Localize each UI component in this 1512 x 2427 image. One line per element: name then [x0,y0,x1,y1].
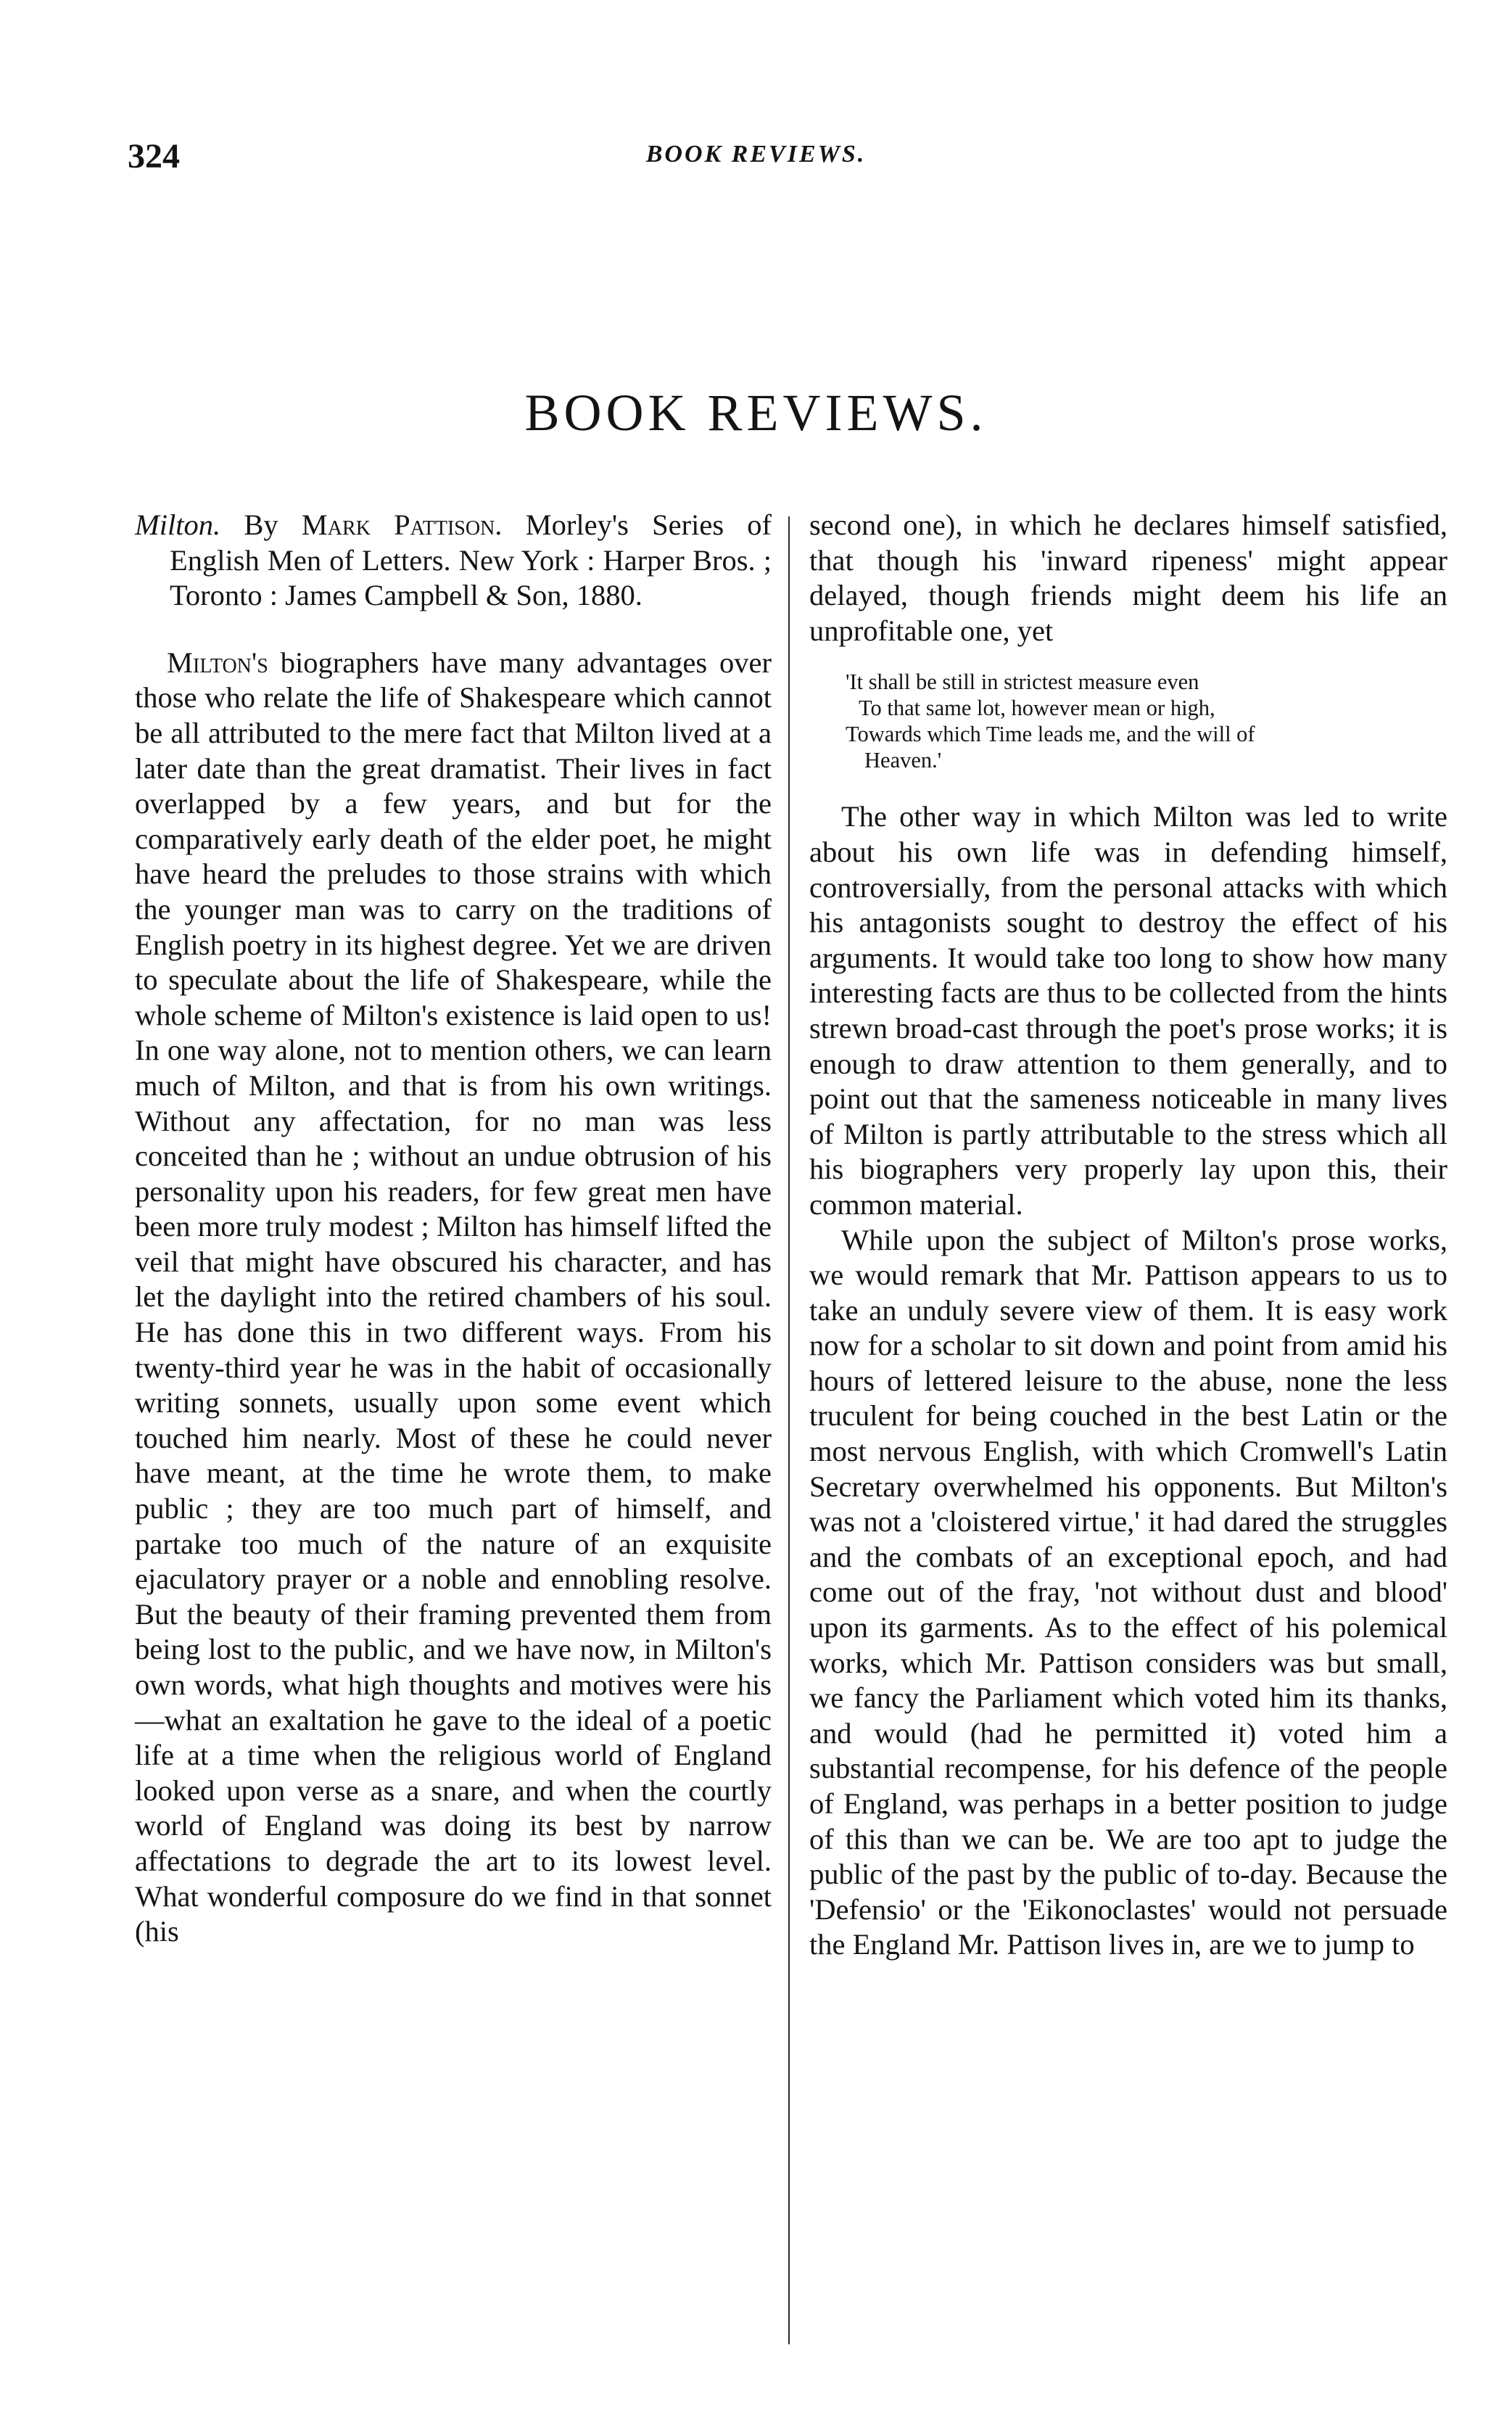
book-author: Mark Pattison. [301,508,503,541]
right-column [809,508,1447,1963]
book-title: Milton. [135,508,221,541]
sonnet-quotation [846,669,1447,773]
verse-line: To that same lot, however mean or high, [859,696,1215,721]
running-head [0,136,1512,187]
review-paragraph-1 [135,646,772,1950]
citation-details: Morley's Series of English Men of Letters. New York : Harper Bros. ; Toronto : James Campbell & Son, 1880. [170,508,772,612]
verse-line: Towards which Time leads me, and the will of [846,722,1255,747]
paragraph-1-text: biographers have many advantages over those who relate the life of Shakespeare which cannot be all attributed to the mere fact that Milton lived at a later date than the great dramatist. Their lives in fact overlapped by a few years, and but for the comparatively early death of the elder poet, he might have heard the preludes to those strains with which the younger man was to carry on the traditions of English poetry in its highest degree. Yet we are driven to speculate about the life of Shakespeare, while the whole scheme of Milton's existence is laid open to us! In one way alone, not to mention others, we can learn much of Milton, and that is from his own writings. Without any affectation, for no man was less conceited than he ; without an undue obtrusion of his personality upon his readers, for few great men have been more truly modest ; Milton has himself lifted the veil that might have obscured his character, and has let the daylight into the retired chambers of his soul. He has done this in two different ways. From his twenty-third year he was in the habit of occasionally writing sonnets, usually upon some event which touched him nearly. Most of these he could never have meant, at the time he wrote them, to make public ; they are too much part of himself, and partake too much of the nature of an exquisite ejaculatory prayer or a noble and ennobling resolve. But the beauty of their framing prevented them from being lost to the public, and we have now, in Milton's own words, what high thoughts and motives were his—what an exaltation he gave to the ideal of a poetic life at a time when the religious world of England looked upon verse as a snare, and when the courtly world of England was doing its best by narrow affectations to degrade the art to its lowest level. What wonderful composure do we find in that sonnet (his [135,646,772,1948]
citation-by: By [244,508,278,541]
lead-word: Milton's [167,646,268,679]
verse-line: Heaven.' [864,748,942,773]
book-citation [135,508,772,614]
continuation-text: second one), in which he declares himself satisfied, that though his 'inward ripeness' might appear delayed, though friends might deem his life an unprofitable one, yet [809,508,1447,647]
left-column [135,508,772,1950]
verse-line: 'It shall be still in strictest measure even [846,669,1199,695]
section-title: BOOK REVIEWS. [524,384,988,442]
page-number: 324 [128,137,180,176]
column-rule [788,516,790,2344]
running-title: BOOK REVIEWS. [645,141,867,168]
review-paragraph-2: The other way in which Milton was led to write about his own life was in defending himself, controversially, from the personal attacks with which his antagonists sought to destroy the effect of his arguments. It would take too long to show how many interesting facts are thus to be collected from the hints strewn broad-cast through the poet's prose works; it is enough to draw attention to them generally, and to point out that the sameness noticeable in many lives of Milton is partly attributable to the stress which all his biographers very properly lay upon this, their common material. [809,800,1447,1221]
review-paragraph-3: While upon the subject of Milton's prose works, we would remark that Mr. Pattison appears to us to take an unduly severe view of them. It is easy work now for a scholar to sit down and point from amid his hours of lettered leisure to the abuse, none the less truculent for being couched in the best Latin or the most nervous English, with which Cromwell's Latin Secretary overwhelmed his opponents. But Milton's was not a 'cloistered virtue,' it had dared the struggles and the combats of an exceptional epoch, and had come out of the fray, 'not without dust and blood' upon its garments. As to the effect of his polemical works, which Mr. Pattison considers was but small, we fancy the Parliament which voted him its thanks, and would (had he permitted it) voted him a substantial recompense, for his defence of the people of England, was perhaps in a better position to judge of this than we can be. We are too apt to judge the public of the past by the public of to-day. Because the 'Defensio' or the 'Eikonoclastes' would not persuade the England Mr. Pattison lives in, are we to jump to [809,1223,1447,1961]
